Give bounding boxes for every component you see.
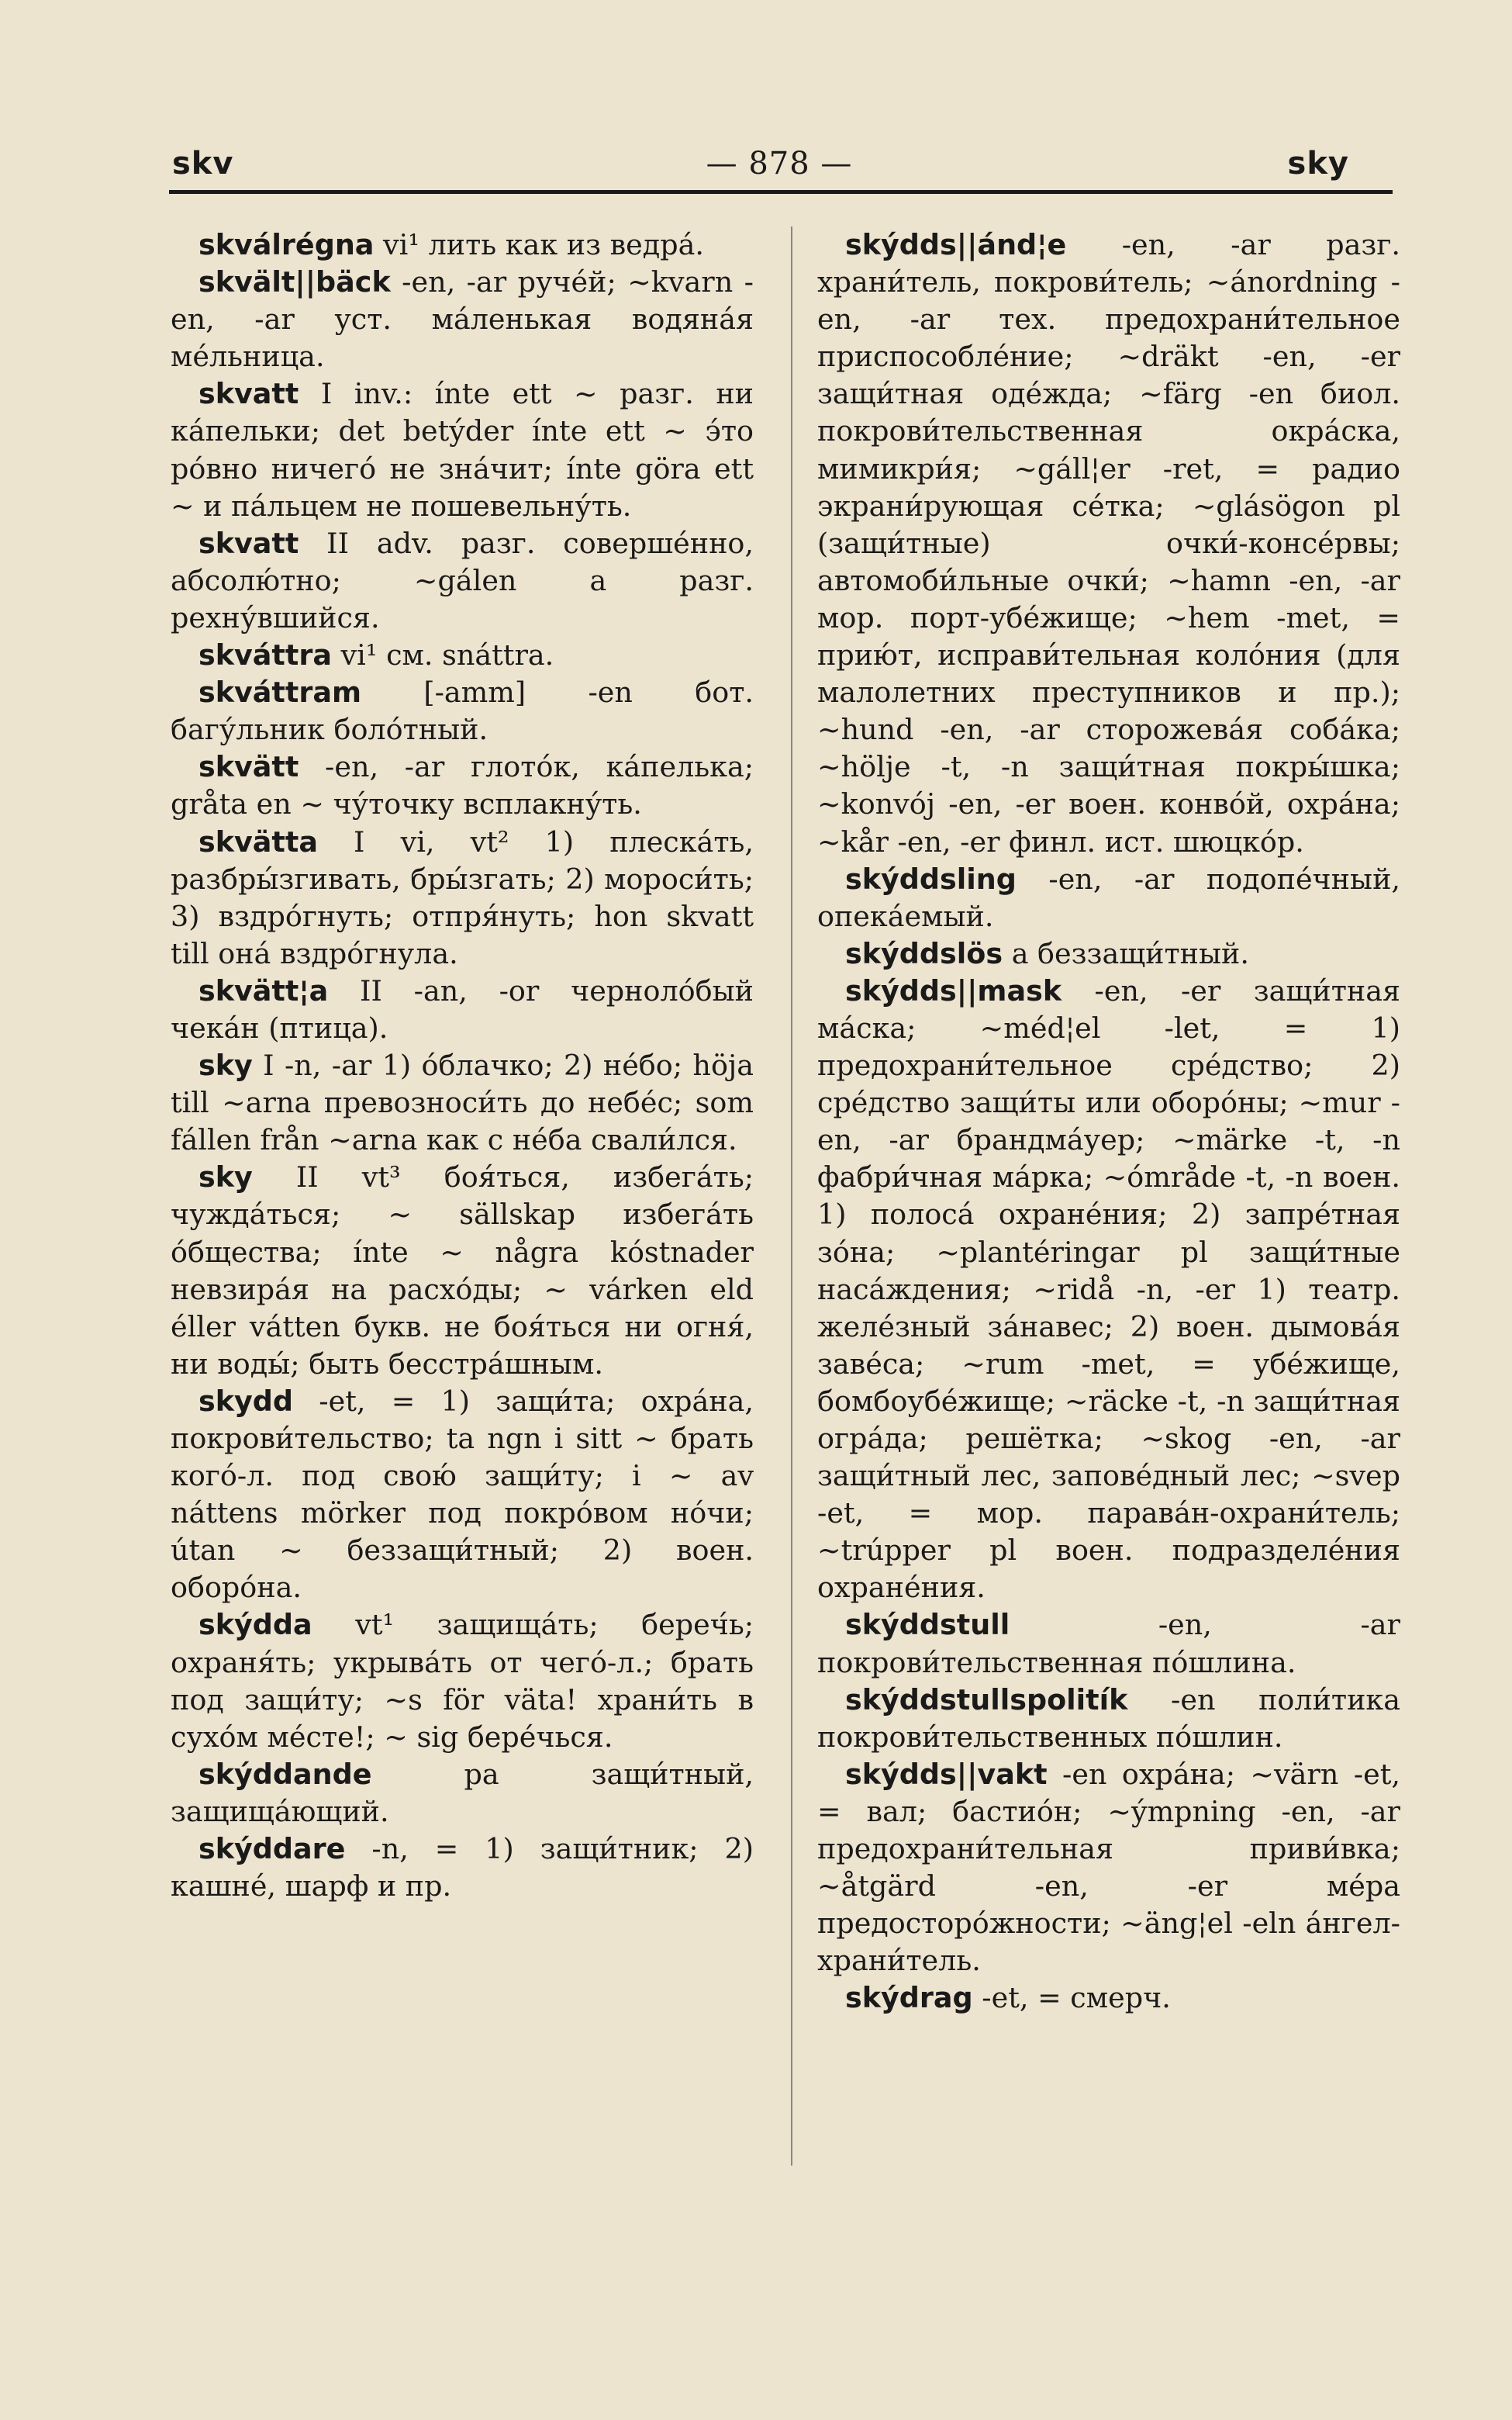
entry-definition: -et, = смерч.	[972, 1981, 1171, 2015]
dictionary-entry	[171, 375, 754, 524]
page-number: — 878 —	[706, 146, 853, 182]
entry-headword: skýddstullspolitík	[845, 1682, 1128, 1716]
dictionary-entry	[171, 1159, 754, 1383]
dictionary-entry	[171, 973, 754, 1047]
dictionary-entry	[817, 973, 1400, 1607]
entry-headword: skvält||bäck	[198, 265, 391, 299]
dictionary-entry	[171, 1756, 754, 1831]
dictionary-entry	[817, 935, 1400, 973]
entry-definition: pa защи́тный, защища́ющий.	[171, 1757, 754, 1828]
entry-definition: -en, -er защи́тная ма́ска; ~méd¦el -let, = 1) предохрани́тельное сре́дство; 2) сре́дство защи́ты или оборо́ны; ~mur -en, -ar брандма́уер; ~märke -t, -n фабри́чная ма́рка; ~ómråde -t, -n воен. 1) полоса́ охране́ния; 2) запре́тная зо́на; ~plantéringar pl защи́тные наса́ждения; ~ridå -n, -er 1) театр. желе́зный за́навес; 2) воен. дымова́я заве́са; ~rum -met, = убе́жище, бомбоубе́жище; ~räcke -t, -n защи́тная огра́да; решётка; ~skog -en, -ar защи́тный лес, запове́дный лес; ~svep -et, = мор. парава́н-охрани́тель; ~trúpper pl воен. подразделе́ния охране́ния.	[817, 973, 1400, 1605]
entry-definition: -en поли́тика покрови́тельственных по́шлин.	[817, 1682, 1400, 1754]
entry-definition: II -an, -or черноло́бый чека́н (птица).	[171, 973, 754, 1045]
dictionary-entry	[817, 1756, 1400, 1980]
dictionary-entry	[171, 674, 754, 748]
entry-headword: skvatt	[198, 377, 299, 411]
entry-definition: I -n, -ar 1) о́блачко; 2) не́бо; höja till ~arna превозноси́ть до небе́с; som fállen från ~arna как с не́ба свали́лся.	[171, 1049, 754, 1157]
entry-headword: skýddstull	[845, 1608, 1010, 1642]
dictionary-entry	[171, 226, 754, 264]
column-divider	[791, 226, 792, 2166]
entry-headword: skváttra	[198, 638, 332, 672]
dictionary-entry	[171, 637, 754, 674]
right-column	[817, 226, 1400, 2017]
running-head-left: skv	[172, 146, 234, 182]
entry-headword: skýdds||vakt	[845, 1757, 1048, 1791]
entry-definition: I inv.: ínte ett ~ разг. ни ка́пельки; det betýder ínte ett ~ э́то ро́вно ничего́ не зна́чит; ínte göra ett ~ и па́льцем не пошевельну́ть.	[171, 377, 754, 523]
entry-definition: vt¹ защища́ть; береч́ь; охраня́ть; укрыва́ть от чего́-л.; брать под защи́ту; ~s för väta! храни́ть в сухо́м ме́сте!; ~ sig бере́чься.	[171, 1608, 754, 1754]
dictionary-entry	[817, 1979, 1400, 2017]
running-head-right: sky	[1287, 146, 1349, 182]
dictionary-entry	[817, 861, 1400, 935]
header-rule	[169, 190, 1393, 194]
entry-headword: skýdda	[198, 1608, 312, 1642]
dictionary-entry	[171, 824, 754, 973]
entry-definition: -en, -ar подопе́чный, опека́емый.	[817, 862, 1400, 933]
entry-headword: skvätt	[198, 750, 299, 784]
entry-definition: -en, -ar руче́й; ~kvarn -en, -ar уст. ма́ленькая водяна́я ме́льница.	[171, 265, 754, 374]
dictionary-entry	[171, 1606, 754, 1755]
entry-definition: II adv. разг. соверше́нно, абсолю́тно; ~gálen a разг. рехну́вшийся.	[171, 526, 754, 634]
entry-headword: skváttram	[198, 676, 361, 710]
entry-headword: skýddare	[198, 1832, 346, 1866]
entry-definition: vi¹ см. snáttra.	[331, 638, 554, 672]
entry-headword: skýddsling	[845, 862, 1017, 896]
entry-headword: sky	[198, 1160, 253, 1194]
entry-definition: II vt³ боя́ться, избега́ть; чужда́ться; ~ sällskap избега́ть о́бщества; ínte ~ några kóstnader невзира́я на расхо́ды; ~ várken eld éller vátten букв. не боя́ться ни огня́, ни воды́; быть бесстра́шным.	[171, 1160, 754, 1381]
entry-definition: a беззащи́тный.	[1003, 936, 1249, 970]
entry-definition: [-amm] -en бот. багу́льник боло́тный.	[171, 676, 754, 747]
entry-definition: vi¹ лить как из ведра́.	[374, 228, 704, 261]
dictionary-entry	[171, 525, 754, 637]
entry-definition: -n, = 1) защи́тник; 2) кашне́, шарф и пр.	[171, 1832, 754, 1903]
entry-headword: skýdds||mask	[845, 973, 1062, 1008]
entry-definition: -et, = 1) защи́та; охра́на, покрови́тельство; ta ngn i sitt ~ брать кого́-л. под свою́ защи́ту; i ~ av náttens mörker под покро́вом но́чи; útan ~ беззащи́тный; 2) воен. оборо́на.	[171, 1384, 754, 1605]
dictionary-entry	[817, 1682, 1400, 1756]
entry-headword: skvätta	[198, 825, 318, 859]
entry-headword: skválrégna	[198, 228, 375, 261]
entry-definition: -en, -ar разг. храни́тель, покрови́тель; ~ánordning -en, -ar тех. предохрани́тельное приспособле́ние; ~dräkt -en, -er защи́тная оде́жда; ~färg -en биол. покрови́тельственная окра́ска, мимикри́я; ~gáll¦er -ret, = радио экрани́рующая се́тка; ~glásögon pl (защи́тные) очки́-консе́рвы; автомоби́льные очки́; ~hamn -en, -ar мор. порт-убе́жище; ~hem -met, = прию́т, исправи́тельная коло́ния (для малолетних преступников и пр.); ~hund -en, -ar сторожева́я соба́ка; ~hölje -t, -n защи́тная покры́шка; ~konvój -en, -er воен. конво́й, охра́на; ~kår -en, -er финл. ист. шюцко́р.	[817, 228, 1400, 859]
entry-headword: skýdds||ánd¦e	[845, 228, 1067, 261]
dictionary-entry	[171, 1831, 754, 1905]
entry-headword: sky	[198, 1049, 253, 1083]
entry-headword: skýddande	[198, 1757, 372, 1791]
left-column	[171, 226, 754, 1905]
entry-headword: skvatt	[198, 526, 299, 560]
dictionary-entry	[817, 226, 1400, 861]
entry-definition: -en охра́на; ~värn -et, = вал; бастио́н; ~ýmpning -en, -ar предохрани́тельная приви́вка; ~åtgärd -en, -er ме́ра предосторо́жности; ~äng¦el -eln а́нгел-храни́тель.	[817, 1757, 1400, 1978]
dictionary-entry	[171, 748, 754, 823]
entry-definition: I vi, vt² 1) плеска́ть, разбры́згивать, бры́згать; 2) мороси́ть; 3) вздро́гнуть; отпря́нуть; hon skvatt till она́ вздро́гнула.	[171, 825, 754, 970]
entry-headword: skydd	[198, 1384, 294, 1418]
dictionary-entry	[171, 264, 754, 375]
entry-headword: skýdrag	[845, 1981, 973, 2015]
entry-definition: -en, -ar покрови́тельственная по́шлина.	[817, 1608, 1400, 1679]
entry-headword: skvätt¦a	[198, 973, 329, 1008]
entry-headword: skýddslös	[845, 936, 1003, 970]
entry-definition: -en, -ar глото́к, ка́пелька; gråta en ~ чу́точку всплакну́ть.	[171, 750, 754, 821]
dictionary-entry	[817, 1606, 1400, 1681]
dictionary-entry	[171, 1383, 754, 1607]
dictionary-entry	[171, 1047, 754, 1159]
